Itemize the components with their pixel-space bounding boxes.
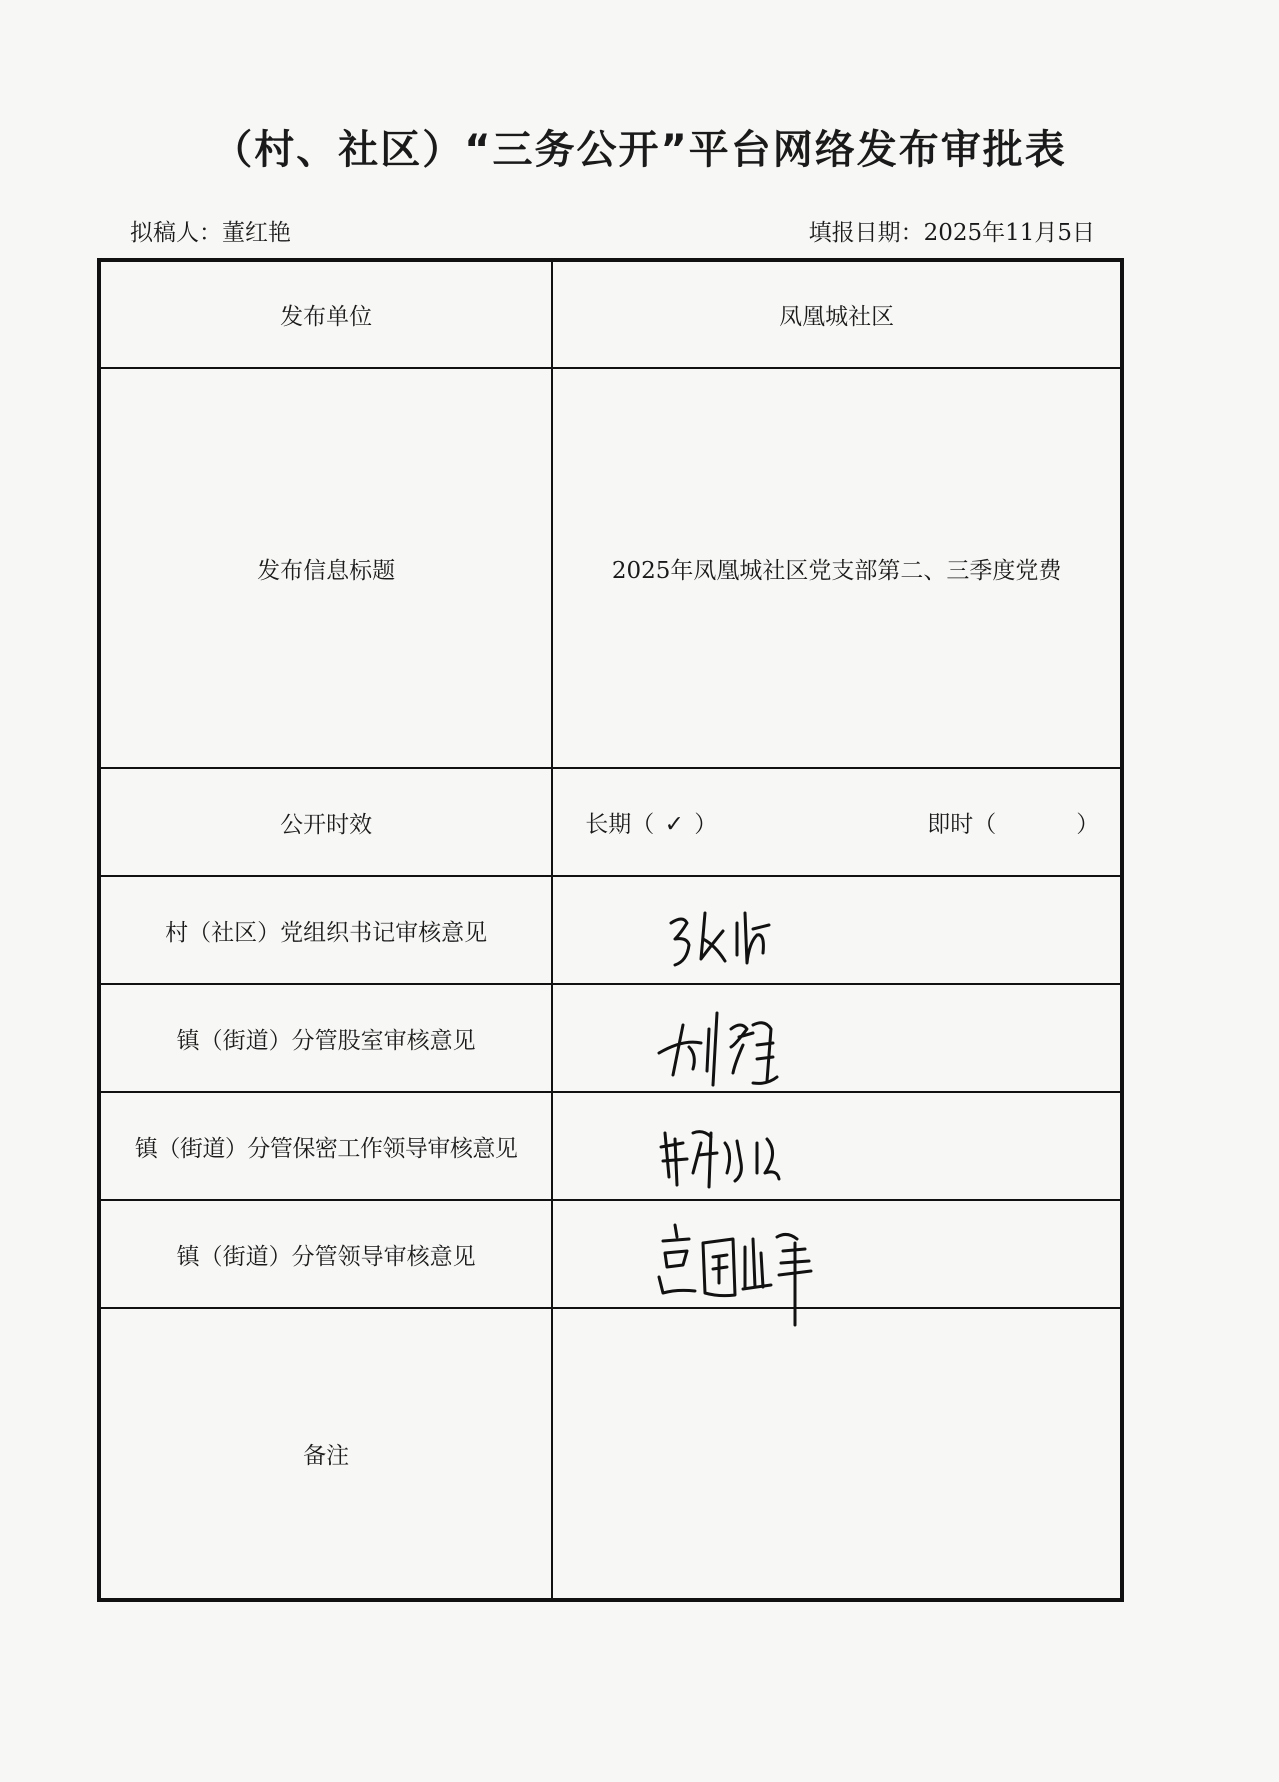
timing-long (585, 806, 717, 839)
table-row (99, 984, 1122, 1092)
timing-long-label: 长期（ (585, 811, 655, 838)
office-signature (653, 985, 873, 1093)
drafter: 拟稿人：董红艳 (130, 220, 291, 246)
timing-label: 公开时效 (99, 768, 552, 876)
table-row (99, 876, 1122, 984)
title-value: 2025年凤凰城社区党支部第二、三季度党费 (552, 368, 1122, 768)
form-title: （村、社区）“三务公开”平台网络发布审批表 (212, 127, 1067, 173)
secrecy-signature-cell (552, 1092, 1122, 1200)
office-label: 镇（街道）分管股室审核意见 (99, 984, 552, 1092)
table-row (99, 1308, 1122, 1600)
table-row (99, 260, 1122, 368)
title-label: 发布信息标题 (99, 368, 552, 768)
table-row (99, 1092, 1122, 1200)
unit-label: 发布单位 (99, 260, 552, 368)
secretary-signature (653, 883, 853, 978)
secrecy-signature (653, 1103, 853, 1193)
table-row (99, 1200, 1122, 1308)
secretary-label: 村（社区）党组织书记审核意见 (99, 876, 552, 984)
secrecy-label: 镇（街道）分管保密工作领导审核意见 (99, 1092, 552, 1200)
leader-signature (653, 1217, 873, 1347)
timing-now-close: ） (1076, 811, 1100, 838)
check-mark: ✓ (664, 811, 684, 838)
table-row (99, 368, 1122, 768)
approval-table (97, 258, 1124, 1602)
secretary-signature-cell (552, 876, 1122, 984)
remarks-label: 备注 (99, 1308, 552, 1600)
table-row (99, 768, 1122, 876)
timing-value (552, 768, 1122, 876)
timing-now (927, 806, 1099, 839)
leader-label: 镇（街道）分管领导审核意见 (99, 1200, 552, 1308)
office-signature-cell (552, 984, 1122, 1092)
leader-signature-cell (552, 1200, 1122, 1308)
timing-now-label: 即时（ (927, 811, 997, 838)
fill-date: 填报日期：2025年11月5日 (808, 220, 1095, 246)
unit-value: 凤凰城社区 (552, 260, 1122, 368)
timing-long-close: ） (694, 811, 718, 838)
remarks-value (552, 1308, 1122, 1600)
